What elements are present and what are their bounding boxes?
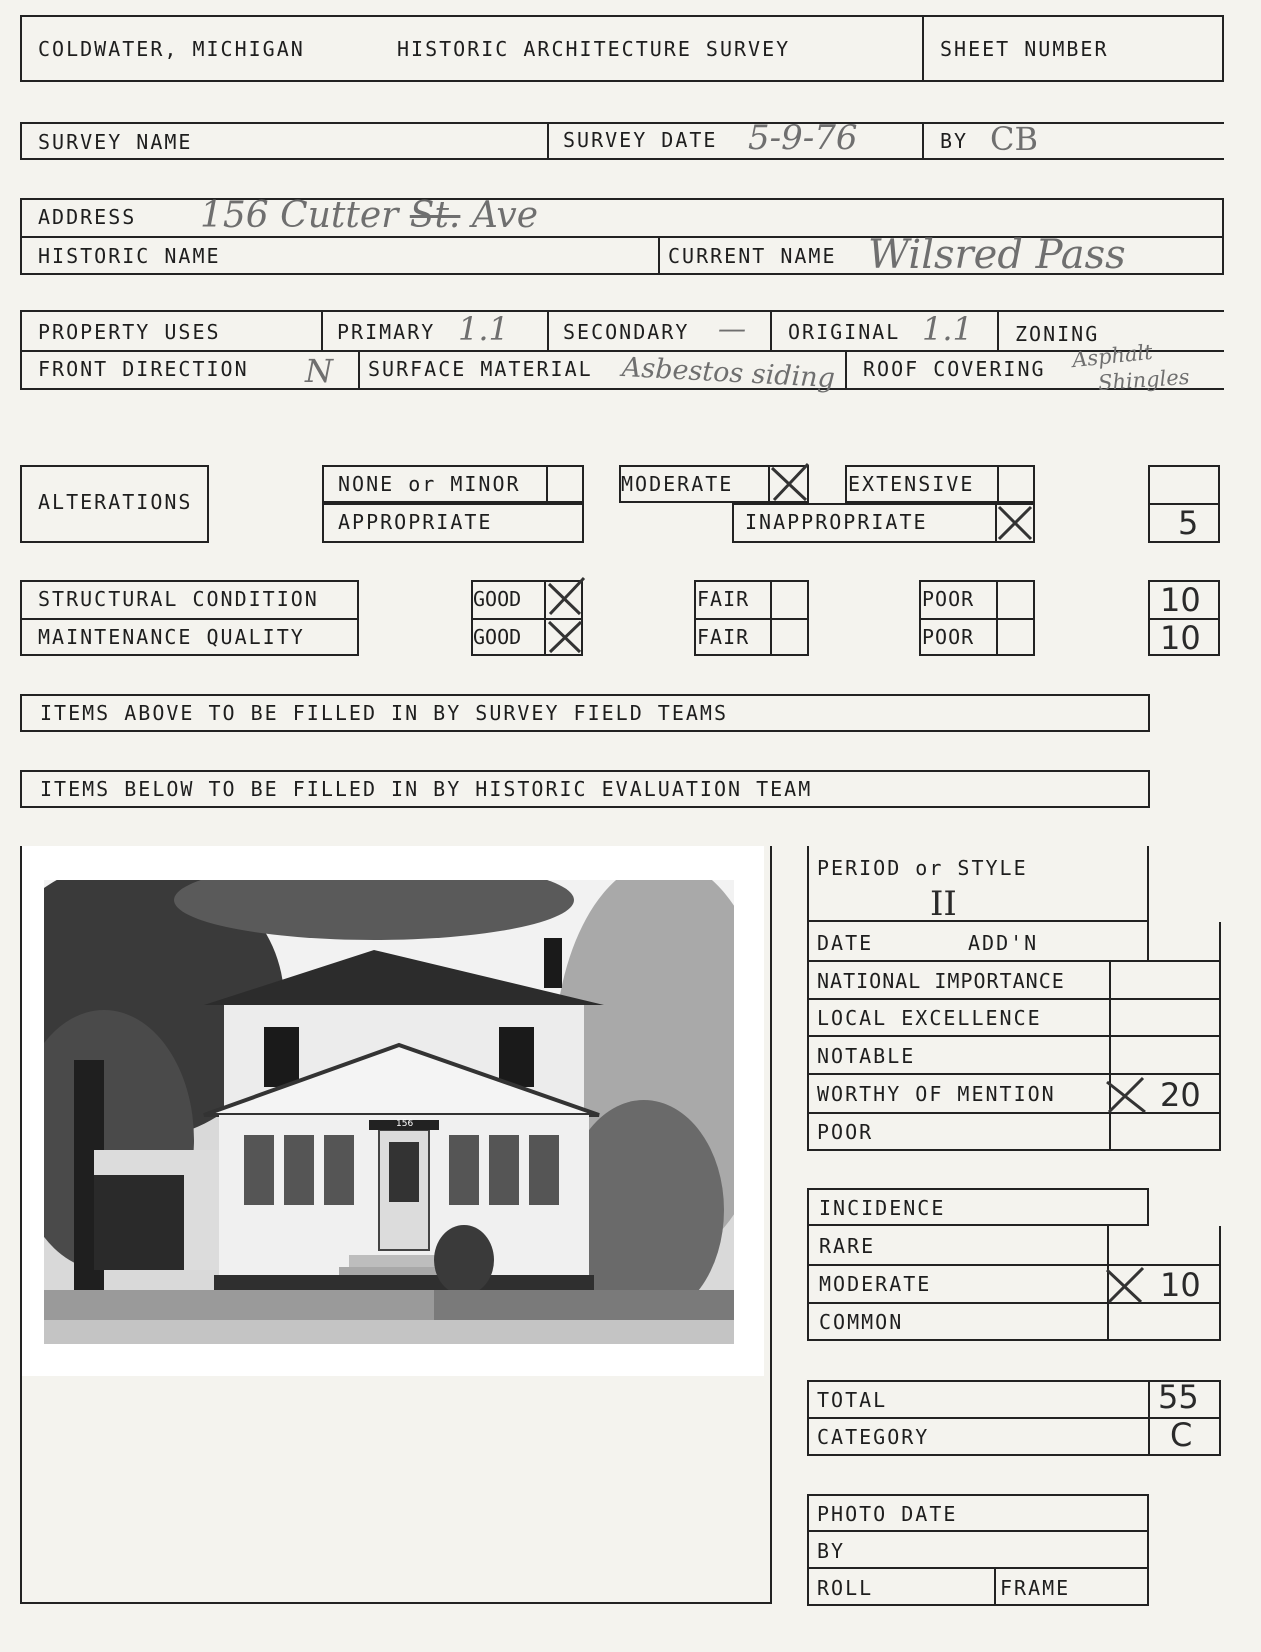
totals-divider-v (1148, 1380, 1150, 1456)
field-teams-note: ITEMS ABOVE TO BE FILLED IN BY SURVEY FIELD TEAMS (40, 701, 729, 725)
photo-mount (22, 846, 764, 1376)
evaluation-date-right (1147, 922, 1149, 960)
evaluation-row-4 (807, 1073, 1221, 1075)
property-v6 (845, 350, 847, 390)
survey-date-label: SURVEY DATE (563, 128, 718, 152)
evaluation-row-1 (807, 960, 1221, 962)
category-value: C (1170, 1416, 1193, 1454)
evaluation-team-note: ITEMS BELOW TO BE FILLED IN BY HISTORIC EVALUATION TEAM (40, 777, 813, 801)
header-divider (922, 15, 924, 82)
moderate-incidence-x-mark (1103, 1264, 1147, 1306)
survey-date-value: 5-9-76 (748, 118, 858, 158)
incidence-score-top (1219, 1226, 1221, 1341)
evaluation-col-divider (1109, 960, 1111, 1151)
worthy-score: 20 (1160, 1076, 1201, 1114)
notable-label: NOTABLE (817, 1044, 916, 1068)
primary-value: 1.1 (458, 310, 509, 348)
moderate-alt-label: MODERATE (621, 472, 734, 496)
poor-divider-v (996, 580, 998, 656)
maintenance-fair-label: FAIR (697, 625, 750, 649)
house-number: 156 (396, 1119, 414, 1129)
maintenance-score: 10 (1160, 619, 1201, 657)
current-name-label: CURRENT NAME (668, 244, 837, 268)
address-divider-v (658, 236, 660, 275)
structural-good-label: GOOD (473, 587, 522, 611)
frame-label: FRAME (1000, 1576, 1071, 1600)
address-value (200, 195, 538, 236)
city-label: COLDWATER, MICHIGAN (38, 37, 305, 61)
photo-info-frame-divider (994, 1567, 996, 1606)
front-direction-value: N (305, 352, 333, 390)
poor-divider-h (919, 618, 1035, 620)
condition-label-divider (20, 618, 359, 620)
roof-covering-label: ROOF COVERING (863, 357, 1046, 381)
fair-divider-h (694, 618, 809, 620)
photo-info-row-1 (807, 1530, 1149, 1532)
property-v3 (770, 310, 772, 350)
original-value: 1.1 (922, 310, 973, 348)
moderate-incidence-label: MODERATE (819, 1272, 932, 1296)
maintenance-poor-label: POOR (922, 625, 975, 649)
structural-score: 10 (1160, 581, 1201, 619)
property-v2 (547, 310, 549, 350)
worthy-of-mention-label: WORTHY OF MENTION (817, 1082, 1056, 1106)
property-v5 (358, 350, 360, 390)
period-style-value: II (930, 884, 957, 924)
photo-date-label: PHOTO DATE (817, 1502, 958, 1526)
survey-name-label: SURVEY NAME (38, 130, 193, 154)
original-label: ORIGINAL (788, 320, 901, 344)
maintenance-good-label: GOOD (473, 625, 522, 649)
addn-label: ADD'N (968, 931, 1039, 955)
roof-covering-value-1: Asphalt (1070, 339, 1154, 373)
evaluation-row-5 (807, 1112, 1221, 1114)
photo-info-row-2 (807, 1567, 1149, 1569)
surface-material-value: Asbestos siding (621, 352, 836, 395)
front-direction-label: FRONT DIRECTION (38, 357, 249, 381)
zoning-label: ZONING (1015, 322, 1100, 346)
maintenance-quality-label: MAINTENANCE QUALITY (38, 625, 305, 649)
property-uses-label: PROPERTY USES (38, 320, 221, 344)
moderate-x-mark (766, 460, 814, 506)
category-label: CATEGORY (817, 1425, 930, 1449)
address-struck: St. (409, 195, 461, 236)
rare-label: RARE (819, 1234, 876, 1258)
national-importance-label: NATIONAL IMPORTANCE (817, 969, 1065, 993)
roll-label: ROLL (817, 1576, 874, 1600)
structural-poor-label: POOR (922, 587, 975, 611)
current-name-value: Wilsred Pass (868, 232, 1126, 278)
house-photo (44, 880, 734, 1344)
roof-covering-value-2: Shingles (1097, 364, 1191, 396)
incidence-label: INCIDENCE (819, 1196, 946, 1220)
survey-title: HISTORIC ARCHITECTURE SURVEY (397, 37, 791, 61)
structural-good-x-mark (546, 576, 586, 618)
secondary-label: SECONDARY (563, 320, 690, 344)
survey-divider-1 (547, 122, 549, 160)
extensive-label: EXTENSIVE (848, 472, 975, 496)
worthy-x-mark (1103, 1076, 1149, 1116)
sheet-number-label: SHEET NUMBER (940, 37, 1109, 61)
survey-divider-2 (922, 122, 924, 160)
historic-name-label: HISTORIC NAME (38, 244, 221, 268)
maintenance-good-x-mark (546, 618, 584, 656)
date-label: DATE (817, 931, 874, 955)
period-style-label: PERIOD or STYLE (817, 856, 1028, 880)
none-minor-check-divider (546, 465, 548, 503)
evaluation-poor-label: POOR (817, 1120, 874, 1144)
totals-divider-h (807, 1417, 1221, 1419)
structural-fair-label: FAIR (697, 587, 750, 611)
inappropriate-x-mark (995, 503, 1035, 543)
primary-label: PRIMARY (337, 320, 436, 344)
photo-by-label: BY (817, 1539, 846, 1563)
moderate-incidence-score: 10 (1160, 1266, 1201, 1304)
alterations-score: 5 (1178, 504, 1199, 542)
total-value: 55 (1158, 1378, 1199, 1416)
surface-material-label: SURFACE MATERIAL (368, 357, 593, 381)
by-value: CB (990, 120, 1038, 158)
incidence-row-1 (807, 1264, 1221, 1266)
address-street: 156 Cutter (200, 195, 399, 236)
secondary-value: — (718, 312, 746, 345)
evaluation-row-2 (807, 998, 1221, 1000)
fair-divider-v (770, 580, 772, 656)
inappropriate-label: INAPPROPRIATE (745, 510, 928, 534)
property-v4 (997, 310, 999, 350)
incidence-row-2 (807, 1302, 1221, 1304)
extensive-check-divider (997, 465, 999, 503)
local-excellence-label: LOCAL EXCELLENCE (817, 1006, 1042, 1030)
total-label: TOTAL (817, 1388, 888, 1412)
none-minor-label: NONE or MINOR (338, 472, 521, 496)
structural-condition-label: STRUCTURAL CONDITION (38, 587, 319, 611)
property-v1 (321, 310, 323, 350)
address-label: ADDRESS (38, 205, 137, 229)
evaluation-row-3 (807, 1035, 1221, 1037)
address-suffix: Ave (471, 195, 539, 236)
alterations-label: ALTERATIONS (38, 490, 193, 514)
common-label: COMMON (819, 1310, 904, 1334)
appropriate-label: APPROPRIATE (338, 510, 493, 534)
by-label: BY (940, 129, 969, 153)
